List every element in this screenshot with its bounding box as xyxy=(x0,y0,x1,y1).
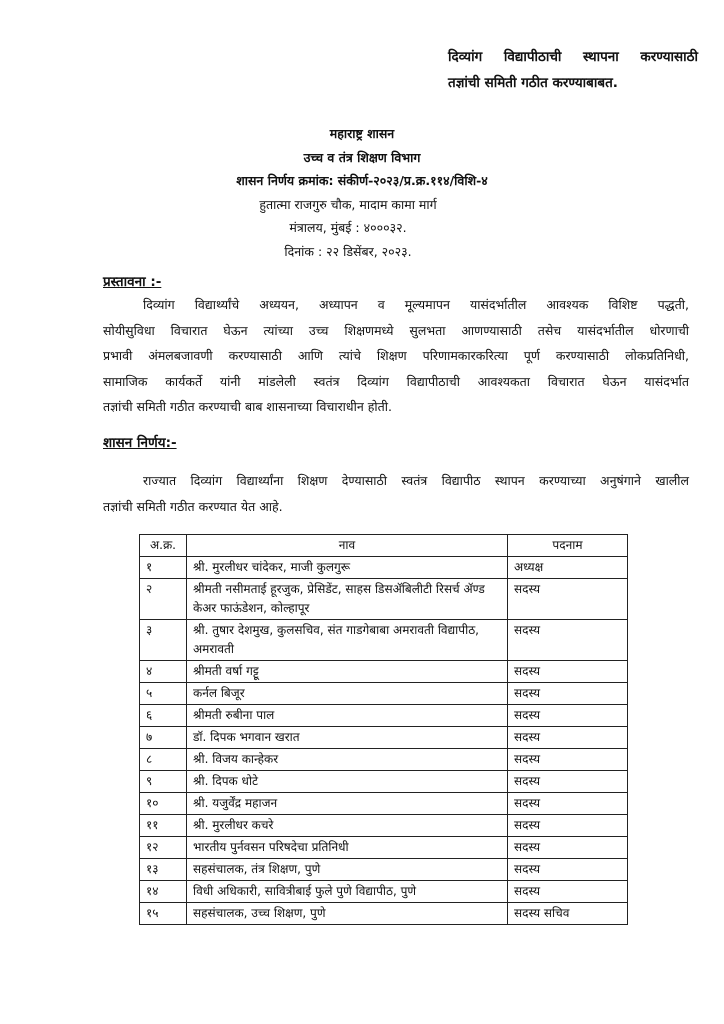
document-header xyxy=(0,122,724,263)
table-row xyxy=(140,620,628,661)
department-name: उच्च व तंत्र शिक्षण विभाग xyxy=(303,149,421,165)
member-name-cell: डॉ. दिपक भगवान खरात xyxy=(187,727,508,749)
serial-cell: ६ xyxy=(140,705,187,727)
document-date: दिनांक : २२ डिसेंबर, २०२३. xyxy=(284,243,412,259)
address-line-1: हुतात्मा राजगुरु चौक, मादाम कामा मार्ग xyxy=(259,196,437,212)
resolution-heading: शासन निर्णय:- xyxy=(103,435,177,451)
column-header-designation: पदनाम xyxy=(508,535,628,557)
subject-word: करण्यासाठी xyxy=(640,49,698,65)
member-name-cell: श्री. तुषार देशमुख, कुलसचिव, संत गाडगेबाबा अमरावती विद्यापीठ, अमरावती xyxy=(187,620,508,661)
committee-table xyxy=(139,534,628,925)
column-header-serial: अ.क्र. xyxy=(140,535,187,557)
member-name-cell: श्री. यजुर्वेंद्र महाजन xyxy=(187,793,508,815)
serial-cell: १ xyxy=(140,557,187,579)
preamble-heading: प्रस्तावना :- xyxy=(103,274,162,290)
designation-cell: सदस्य xyxy=(508,881,628,903)
resolution-line: राज्यात दिव्यांग विद्यार्थ्यांना शिक्षण देण्यासाठी स्वतंत्र विद्यापीठ स्थापन करण्याच्या अनुषंगाने खालील xyxy=(143,473,689,488)
serial-cell: १५ xyxy=(140,903,187,925)
column-header-name: नाव xyxy=(187,535,508,557)
designation-cell: सदस्य xyxy=(508,620,628,661)
member-name-cell: कर्नल बिजूर xyxy=(187,683,508,705)
resolution-number: शासन निर्णय क्रमांक: संकीर्ण-२०२३/प्र.क्र.११४/विशि-४ xyxy=(236,173,488,188)
preamble-line: सोयीसुविधा विचारात घेऊन त्यांच्या उच्च शिक्षणमध्ये सुलभता आणण्यासाठी तसेच यासंदर्भातील धोरणाची xyxy=(103,322,689,338)
member-name-cell: श्री. मुरलीधर कचरे xyxy=(187,815,508,837)
government-name: महाराष्ट्र शासन xyxy=(329,126,395,141)
address-line-2: मंत्रालय, मुंबई : ४०००३२. xyxy=(289,220,407,235)
member-name-cell: सहसंचालक, उच्च शिक्षण, पुणे xyxy=(187,903,508,925)
serial-cell: ११ xyxy=(140,815,187,837)
table-row xyxy=(140,661,628,683)
serial-cell: ७ xyxy=(140,727,187,749)
serial-cell: ८ xyxy=(140,749,187,771)
member-name-cell: श्री. मुरलीधर चांदेकर, माजी कुलगुरू xyxy=(187,557,508,579)
serial-cell: १२ xyxy=(140,837,187,859)
designation-cell: सदस्य xyxy=(508,859,628,881)
subject-word: विद्यापीठाची xyxy=(503,49,562,65)
table-row xyxy=(140,749,628,771)
member-name-cell: श्री. दिपक धोटे xyxy=(187,771,508,793)
member-name-cell: श्रीमती वर्षा गट्टू xyxy=(187,661,508,683)
subject-word: स्थापना xyxy=(583,49,619,65)
serial-cell: ९ xyxy=(140,771,187,793)
preamble-line: तज्ञांची समिती गठीत करण्याची बाब शासनाच्या विचाराधीन होती. xyxy=(103,399,392,414)
table-row xyxy=(140,557,628,579)
table-row xyxy=(140,837,628,859)
designation-cell: सदस्य xyxy=(508,749,628,771)
table-row xyxy=(140,683,628,705)
subject-word: दिव्यांग xyxy=(448,49,483,65)
preamble-line: प्रभावी अंमलबजावणी करण्यासाठी आणि त्यांचे शिक्षण परिणामकारकरित्या पूर्ण करण्यासाठी लोकप्रतिनिधी, xyxy=(103,348,689,363)
designation-cell: सदस्य xyxy=(508,771,628,793)
subject-line-1 xyxy=(448,44,698,70)
serial-cell: २ xyxy=(140,579,187,620)
table-row xyxy=(140,579,628,620)
member-name-cell: सहसंचालक, तंत्र शिक्षण, पुणे xyxy=(187,859,508,881)
table-header-row xyxy=(140,535,628,557)
member-name-cell: श्री. विजय कान्हेकर xyxy=(187,749,508,771)
resolution-paragraph xyxy=(103,468,689,519)
table-row xyxy=(140,771,628,793)
table-row xyxy=(140,793,628,815)
subject-line-2: तज्ञांची समिती गठीत करण्याबाबत. xyxy=(448,75,618,91)
preamble-paragraph xyxy=(103,292,689,420)
serial-cell: ५ xyxy=(140,683,187,705)
member-name-cell: श्रीमती रुबीना पाल xyxy=(187,705,508,727)
preamble-line: सामाजिक कार्यकर्ते यांनी मांडलेली स्वतंत्र दिव्यांग विद्यापीठाची आवश्यकता विचारात घेऊन यासंदर्भात xyxy=(103,373,689,389)
table-row xyxy=(140,881,628,903)
designation-cell: सदस्य xyxy=(508,661,628,683)
designation-cell: सदस्य xyxy=(508,837,628,859)
serial-cell: १४ xyxy=(140,881,187,903)
designation-cell: सदस्य xyxy=(508,727,628,749)
table-row xyxy=(140,903,628,925)
member-name-cell: विधी अधिकारी, सावित्रीबाई फुले पुणे विद्यापीठ, पुणे xyxy=(187,881,508,903)
designation-cell: सदस्य xyxy=(508,705,628,727)
table-row xyxy=(140,859,628,881)
serial-cell: ४ xyxy=(140,661,187,683)
designation-cell: सदस्य xyxy=(508,793,628,815)
serial-cell: ३ xyxy=(140,620,187,661)
resolution-line: तज्ञांची समिती गठीत करण्यात येत आहे. xyxy=(103,498,283,514)
member-name-cell: श्रीमती नसीमताई हूरजुक, प्रेसिडेंट, साहस डिसॲबिलीटी रिसर्च ॲण्ड केअर फाऊंडेशन, कोल्हापूर xyxy=(187,579,508,620)
member-name-cell: भारतीय पुर्नवसन परिषदेचा प्रतिनिधी xyxy=(187,837,508,859)
designation-cell: सदस्य xyxy=(508,579,628,620)
designation-cell: सदस्य सचिव xyxy=(508,903,628,925)
table-row xyxy=(140,815,628,837)
table-row xyxy=(140,727,628,749)
serial-cell: १० xyxy=(140,793,187,815)
table-row xyxy=(140,705,628,727)
designation-cell: अध्यक्ष xyxy=(508,557,628,579)
preamble-line: दिव्यांग विद्यार्थ्यांचे अध्ययन, अध्यापन व मूल्यमापन यासंदर्भातील आवश्यक विशिष्ट पद्धती, xyxy=(143,297,689,312)
designation-cell: सदस्य xyxy=(508,815,628,837)
subject-block xyxy=(448,44,698,96)
serial-cell: १३ xyxy=(140,859,187,881)
designation-cell: सदस्य xyxy=(508,683,628,705)
